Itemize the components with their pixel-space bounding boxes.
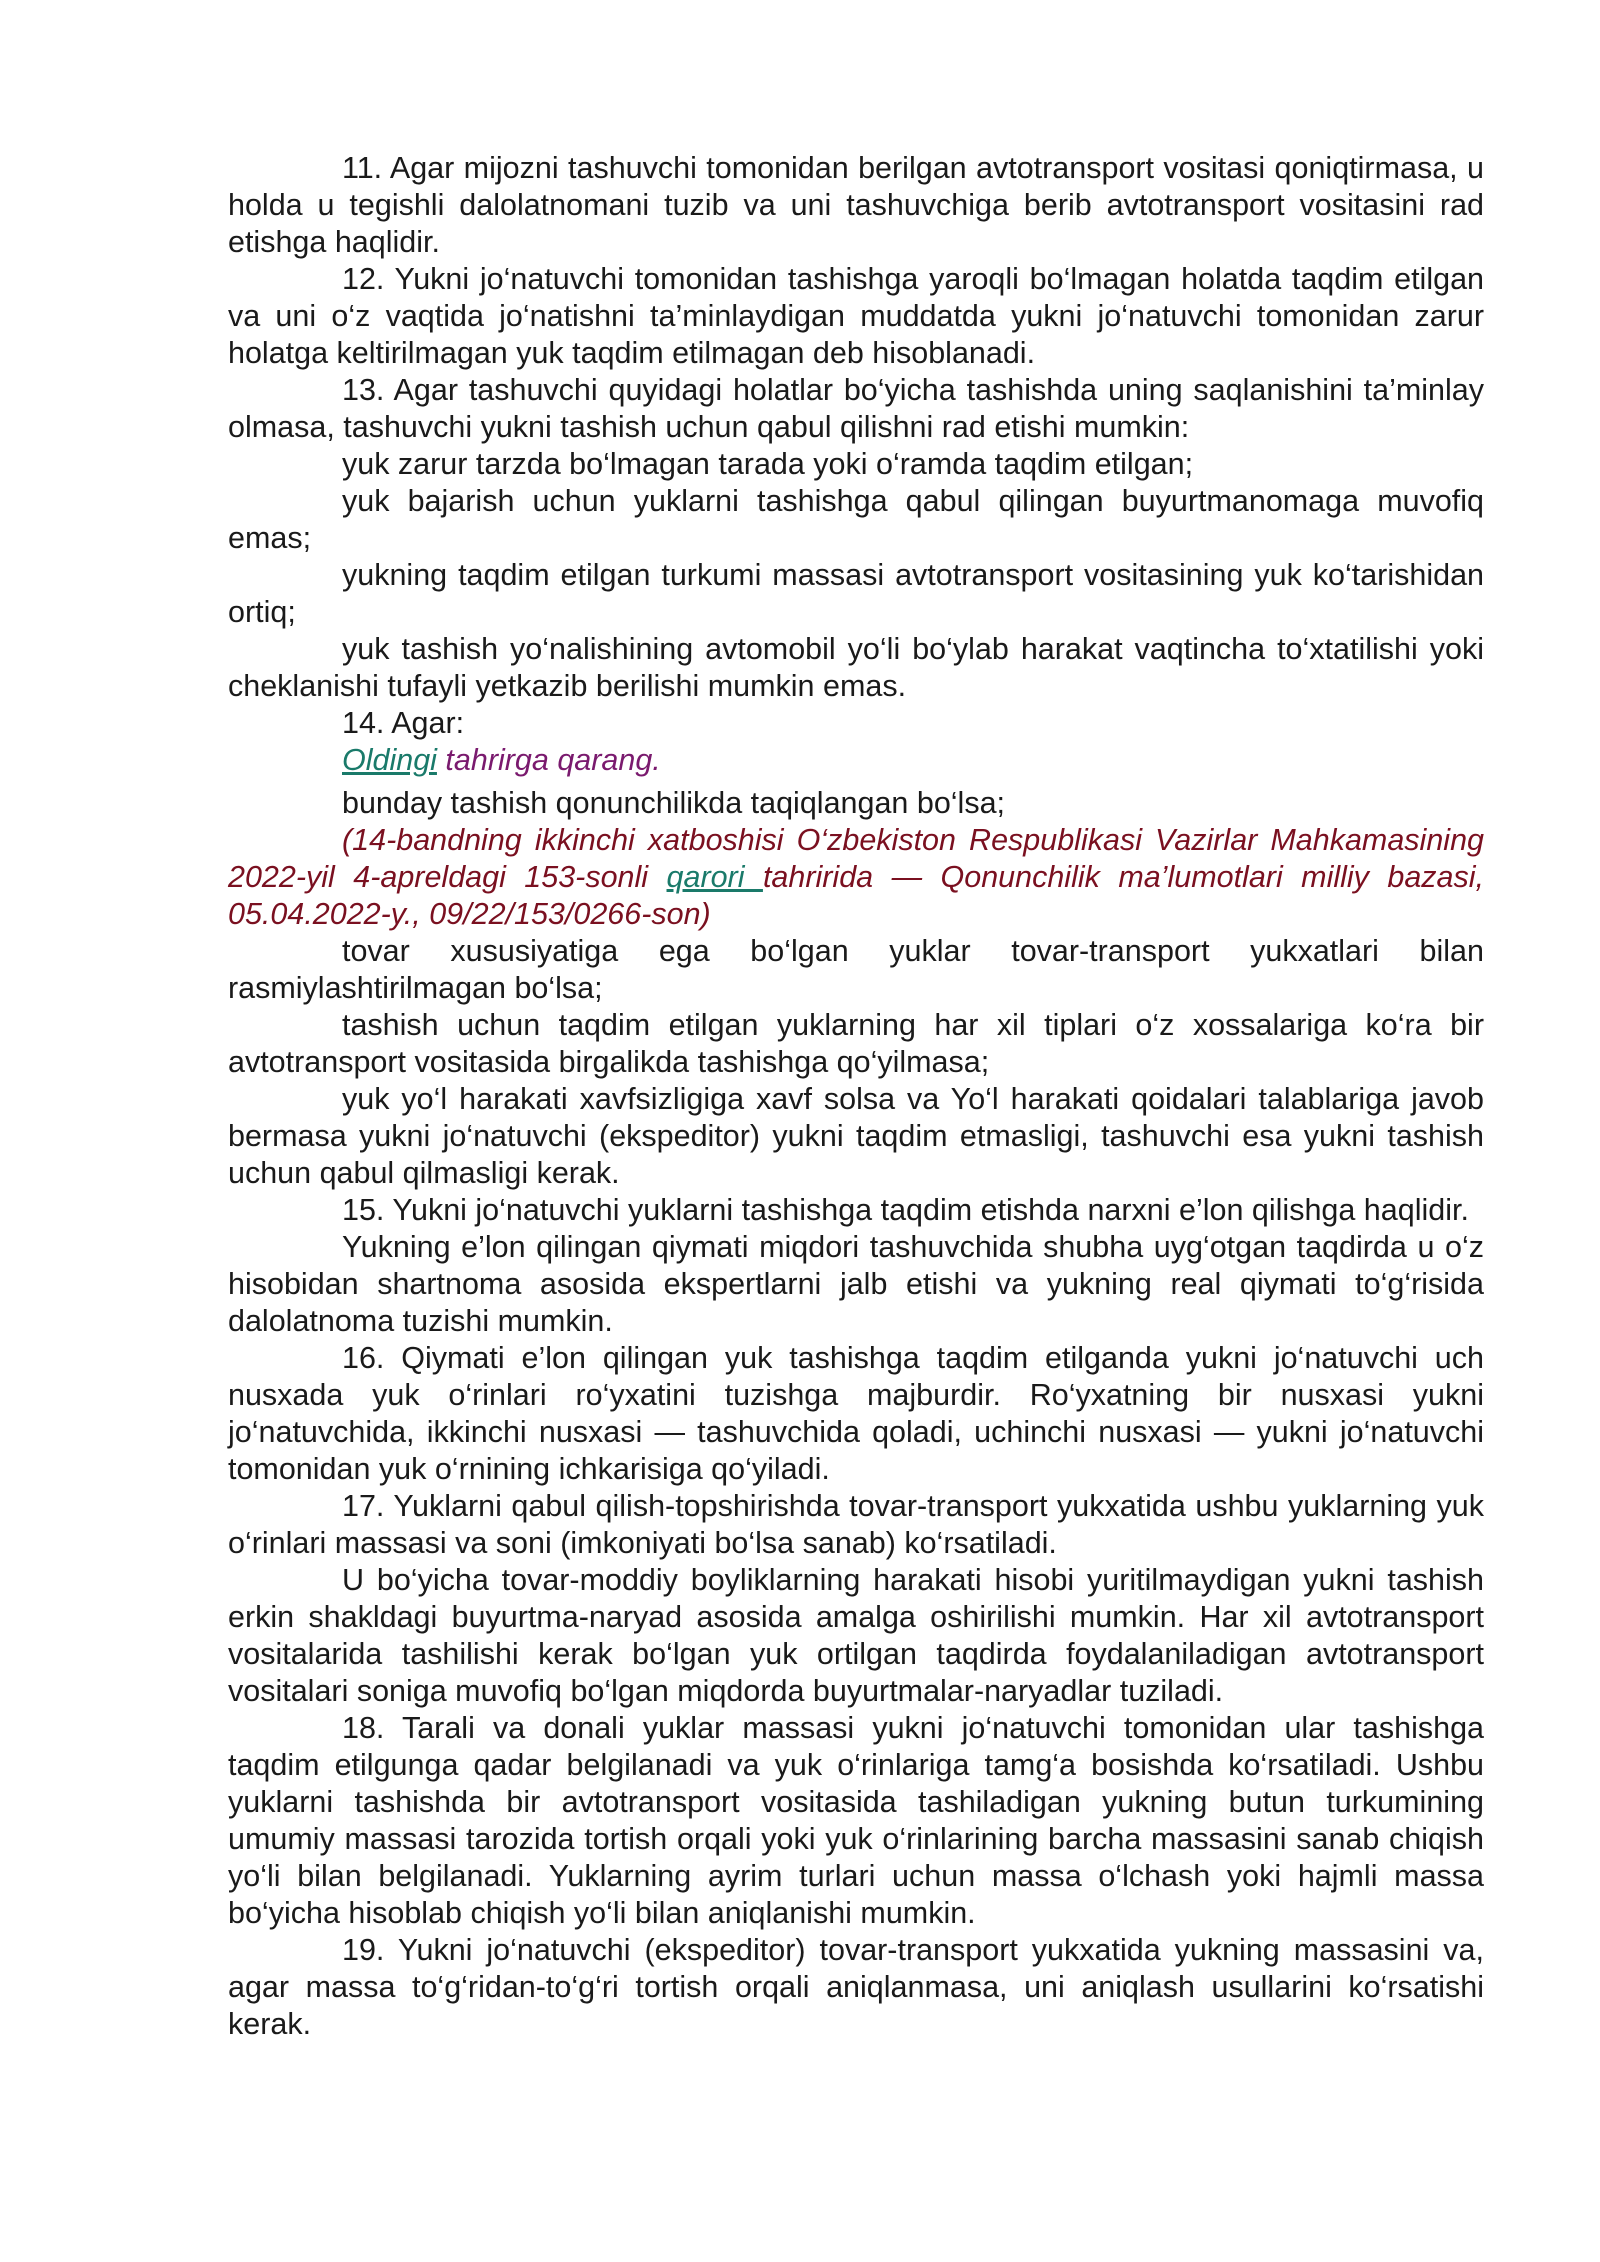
paragraph-15: 15. Yukni jo‘natuvchi yuklarni tashishga taqdim etishda narxni e’lon qilishga haqlidir. bbox=[342, 1193, 1469, 1227]
resolution-link[interactable]: qarori bbox=[666, 860, 763, 894]
paragraph-12: 12. Yukni jo‘natuvchi tomonidan tashishga yaroqli bo‘lmagan holatda taqdim etilgan va uni o‘z vaqtida jo‘natishni ta’minlaydigan muddatda yukni jo‘natuvchi tomonidan zarur holatga keltirilmagan yuk taqdim etilmagan deb hisoblanadi. bbox=[228, 262, 1484, 370]
amendment-note bbox=[228, 822, 1484, 933]
document-page bbox=[228, 150, 1484, 2043]
previous-edition-line bbox=[228, 742, 1484, 779]
paragraph-14: 14. Agar: bbox=[342, 706, 465, 740]
previous-edition-link[interactable]: Oldingi bbox=[342, 743, 437, 777]
paragraph-17-item-1: U bo‘yicha tovar-moddiy boyliklarning harakati hisobi yuritilmaydigan yukni tashish erkin shakldagi buyurtma-naryad asosida amalga oshirilishi mumkin. Har xil avtotransport vositalarida tashilishi kerak bo‘lgan yuk ortilgan taqdirda foydalaniladigan avtotransport vositalari soniga muvofiq bo‘lgan miqdorda buyurtmalar-naryadlar tuziladi. bbox=[228, 1563, 1484, 1708]
paragraph-13-item-4: yuk tashish yo‘nalishining avtomobil yo‘li bo‘ylab harakat vaqtincha to‘xtatilishi yoki cheklanishi tufayli yetkazib berilishi mumkin emas. bbox=[228, 632, 1484, 703]
paragraph-13-item-2: yuk bajarish uchun yuklarni tashishga qabul qilingan buyurtmanomaga muvofiq emas; bbox=[228, 484, 1484, 555]
paragraph-15-item-1: Yukning e’lon qilingan qiymati miqdori tashuvchida shubha uyg‘otgan taqdirda u o‘z hisobidan shartnoma asosida ekspertlarni jalb etishi va yukning real qiymati to‘g‘risida dalolatnoma tuzishi mumkin. bbox=[228, 1230, 1484, 1338]
paragraph-13-item-1: yuk zarur tarzda bo‘lmagan tarada yoki o‘ramda taqdim etilgan; bbox=[342, 447, 1194, 481]
paragraph-17: 17. Yuklarni qabul qilish-topshirishda tovar-transport yukxatida ushbu yuklarning yuk o‘rinlari massasi va soni (imkoniyati bo‘lsa sanab) ko‘rsatiladi. bbox=[228, 1489, 1484, 1560]
paragraph-13-item-3: yukning taqdim etilgan turkumi massasi avtotransport vositasining yuk ko‘tarishidan ortiq; bbox=[228, 558, 1484, 629]
paragraph-14-item-3: tashish uchun taqdim etilgan yuklarning har xil tiplari o‘z xossalariga ko‘ra bir avtotransport vositasida birgalikda tashishga qo‘yilmasa; bbox=[228, 1008, 1484, 1079]
paragraph-14-item-2: tovar xususiyatiga ega bo‘lgan yuklar tovar-transport yukxatlari bilan rasmiylashtirilmagan bo‘lsa; bbox=[228, 934, 1484, 1005]
paragraph-19: 19. Yukni jo‘natuvchi (ekspeditor) tovar-transport yukxatida yukning massasini va, agar massa to‘g‘ridan-to‘g‘ri tortish orqali aniqlanmasa, uni aniqlash usullarini ko‘rsatishi kerak. bbox=[228, 1933, 1484, 2041]
amendment-note-end: tahririda — Qonunchilik ma’lumotlari milliy bazasi, 05.04.2022-y., 09/22/153/0266-son) bbox=[228, 860, 1484, 931]
paragraph-16: 16. Qiymati e’lon qilingan yuk tashishga taqdim etilganda yukni jo‘natuvchi uch nusxada yuk o‘rinlari ro‘yxatini tuzishga majburdir. Ro‘yxatning bir nusxasi yukni jo‘natuvchida, ikkinchi nusxasi — tashuvchida qoladi, uchinchi nusxasi — yukni jo‘natuvchi tomonidan yuk o‘rnining ichkarisiga qo‘yiladi. bbox=[228, 1341, 1484, 1486]
paragraph-14-item-4: yuk yo‘l harakati xavfsizligiga xavf solsa va Yo‘l harakati qoidalari talablariga javob bermasa yukni jo‘natuvchi (ekspeditor) yukni taqdim etmasligi, tashuvchi esa yukni tashish uchun qabul qilmasligi kerak. bbox=[228, 1082, 1484, 1190]
paragraph-14-item-1: bunday tashish qonunchilikda taqiqlangan bo‘lsa; bbox=[342, 786, 1006, 820]
paragraph-11: 11. Agar mijozni tashuvchi tomonidan berilgan avtotransport vositasi qoniqtirmasa, u holda u tegishli dalolatnomani tuzib va uni tashuvchiga berib avtotransport vositasini rad etishga haqlidir. bbox=[228, 151, 1484, 259]
amendment-note-start: (14-bandning ikkinchi xatboshisi O‘zbekiston Respublikasi Vazirlar Mahkamasining 2022-yil 4-apreldagi 153-sonli bbox=[228, 823, 1484, 894]
previous-edition-text: tahrirga qarang. bbox=[436, 743, 661, 777]
paragraph-18: 18. Tarali va donali yuklar massasi yukni jo‘natuvchi tomonidan ular tashishga taqdim etilgunga qadar belgilanadi va yuk o‘rinlariga tamg‘a bosishda ko‘rsatiladi. Ushbu yuklarni tashishda bir avtotransport vositasida tashiladigan yukning butun turkumining umumiy massasi tarozida tortish orqali yoki yuk o‘rinlarining barcha massasini sanab chiqish yo‘li bilan belgilanadi. Yuklarning ayrim turlari uchun massa o‘lchash yoki hajmli massa bo‘yicha hisoblab chiqish yo‘li bilan aniqlanishi mumkin. bbox=[228, 1711, 1484, 1930]
paragraph-13: 13. Agar tashuvchi quyidagi holatlar bo‘yicha tashishda uning saqlanishini ta’minlay olmasa, tashuvchi yukni tashish uchun qabul qilishni rad etishi mumkin: bbox=[228, 373, 1484, 444]
